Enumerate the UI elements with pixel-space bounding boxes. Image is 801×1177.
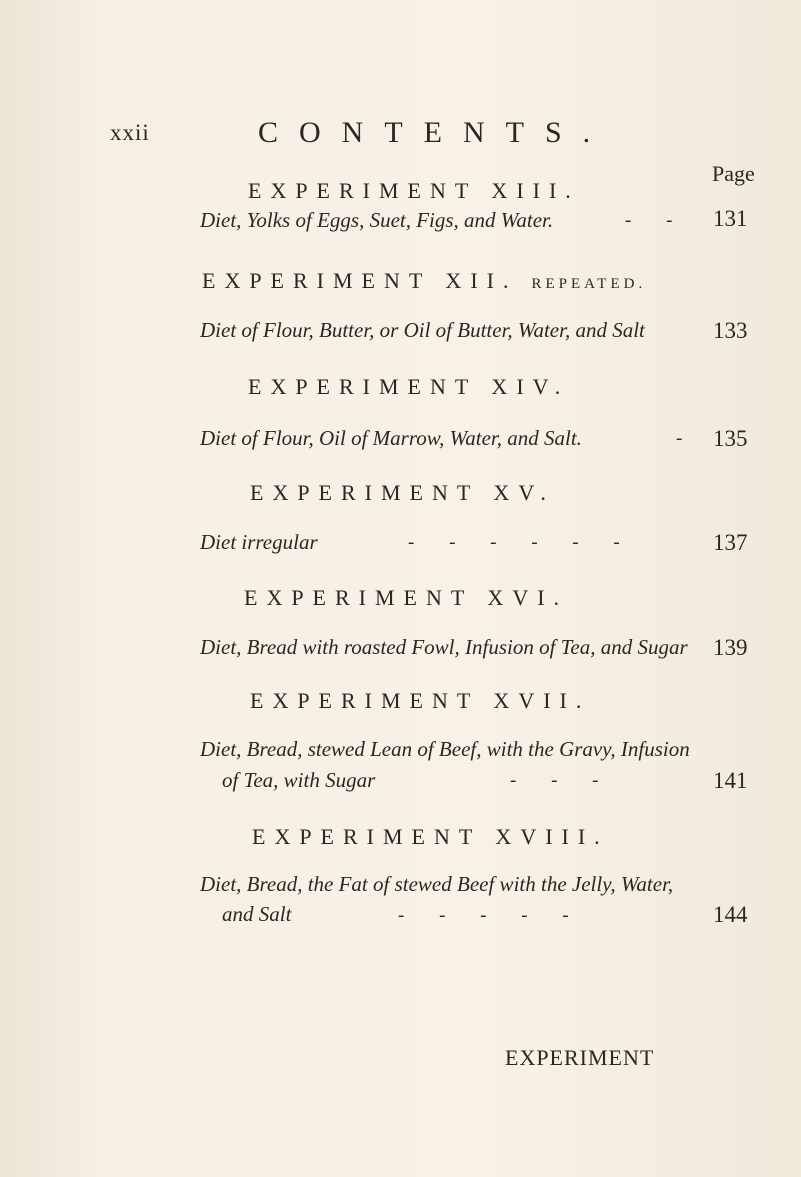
entry-description-continued: and Salt [222,902,292,926]
experiment-heading: EXPERIMENT XVIII. [252,824,609,849]
page-number: 133 [713,318,748,343]
leader-dashes: - - - [510,770,599,791]
experiment-heading: EXPERIMENT XIII. [248,178,580,203]
leader-dashes: - - - - - [398,905,569,926]
entry-description: Diet, Bread, stewed Lean of Beef, with the Gravy, Infusion [200,737,690,761]
page-column-label: Page [712,161,755,186]
page-number: 139 [713,635,748,660]
experiment-heading: EXPERIMENT XVII. [250,688,591,713]
leader-dashes: - - - - - - [408,532,620,553]
experiment-heading: EXPERIMENT XV. [250,480,555,505]
entry-description: Diet, Bread with roasted Fowl, Infusion of Tea, and Sugar [200,635,688,659]
experiment-heading: EXPERIMENT XVI. [244,585,569,610]
page-number: 131 [713,206,748,231]
entry-description: Diet irregular [200,530,318,554]
experiment-heading: EXPERIMENT XIV. [248,374,570,399]
entry-description: Diet, Yolks of Eggs, Suet, Figs, and Water. [200,208,554,232]
page-number: 141 [713,768,748,793]
entry-description-continued: of Tea, with Sugar [222,768,376,792]
folio-number: xxii [110,120,150,145]
page-number: 137 [713,530,748,555]
leader-dashes: - [676,428,683,449]
entry-description: Diet, Bread, the Fat of stewed Beef with the Jelly, Water, [200,872,674,896]
entry-description: Diet of Flour, Oil of Marrow, Water, and Salt. [200,426,582,450]
repeated-label: REPEATED. [531,276,647,292]
experiment-heading: EXPERIMENT XII. REPEATED. [202,268,647,293]
page-number: 144 [713,902,748,927]
entry-description: Diet of Flour, Butter, or Oil of Butter, Water, and Salt [200,318,645,342]
catchword: EXPERIMENT [505,1045,655,1070]
leader-dashes: - - [625,210,673,231]
page-number: 135 [713,426,748,451]
running-title: CONTENTS. [258,116,612,149]
